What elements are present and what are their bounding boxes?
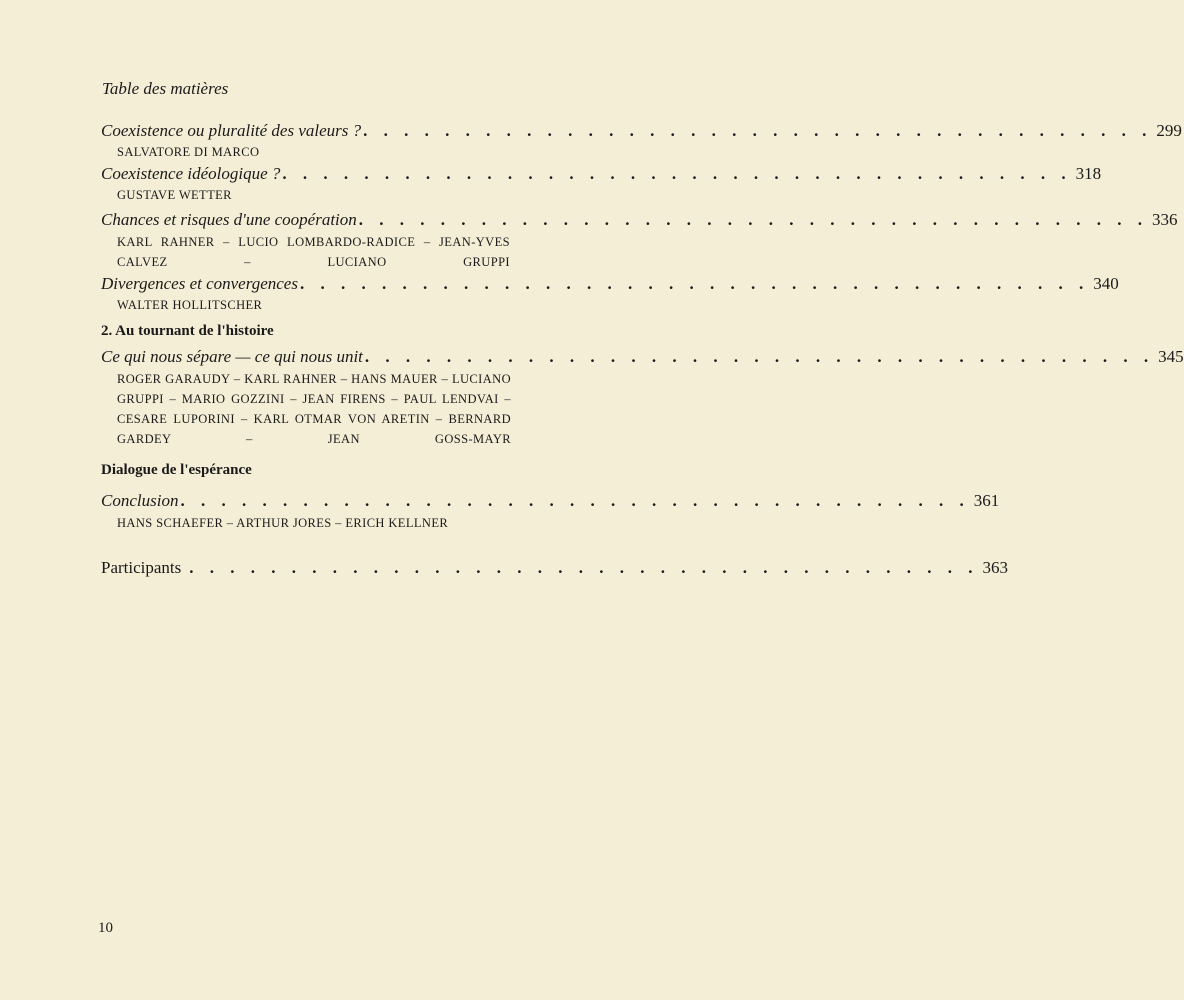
entry-title: Divergences et convergences bbox=[101, 274, 298, 293]
leader-dots: . . . . . . . . . . . . . . . . . . . . . . . . . . . . . . . . . . . . . . . bbox=[180, 491, 970, 510]
entry-title: Chances et risques d'une coopération bbox=[101, 210, 357, 229]
leader-dots: . . . . . . . . . . . . . . . . . . . . . . . . . . . . . . . . . . . . . . . bbox=[358, 210, 1149, 229]
entry-authors: KARL RAHNER – LUCIO LOMBARDO-RADICE – JEAN-YVES CALVEZ – LUCIANO GRUPPI bbox=[117, 235, 510, 269]
participants-label: Participants bbox=[101, 558, 182, 577]
leader-dots: . . . . . . . . . . . . . . . . . . . . . . . . . . . . . . . . . . . . . . . bbox=[364, 347, 1155, 366]
entry-title: Ce qui nous sépare — ce qui nous unit bbox=[101, 347, 363, 366]
section-heading: Dialogue de l'espérance bbox=[101, 462, 252, 478]
entry-authors: SALVATORE DI MARCO bbox=[117, 145, 260, 159]
entry-page-number: 299 bbox=[1156, 121, 1182, 140]
entry-authors: WALTER HOLLITSCHER bbox=[117, 298, 263, 312]
leader-dots: . . . . . . . . . . . . . . . . . . . . . . . . . . . . . . . . . . . . . . . bbox=[299, 274, 1090, 293]
entry-authors: ROGER GARAUDY – KARL RAHNER – HANS MAUER – LUCIANO GRUPPI – MARIO GOZZINI – JEAN FIRENS – PAUL LENDVAI – CESARE LUPORINI – KARL OTMAR VON ARETIN – BERNARD GARDEY – JEAN GOSS-MAYR bbox=[117, 372, 511, 446]
participants-page-number: 363 bbox=[982, 558, 1009, 577]
entry-page-number: 340 bbox=[1093, 274, 1119, 293]
participants-entry[interactable] bbox=[101, 558, 1009, 578]
toc-entry[interactable] bbox=[101, 273, 1119, 295]
toc-entry[interactable] bbox=[101, 490, 1000, 512]
entry-title: Coexistence idéologique ? bbox=[101, 164, 281, 183]
toc-entry[interactable] bbox=[101, 209, 1178, 231]
entry-page-number: 345 bbox=[1158, 347, 1184, 366]
entry-authors: GUSTAVE WETTER bbox=[117, 188, 232, 202]
entry-title: Conclusion bbox=[101, 491, 179, 510]
entry-page-number: 361 bbox=[973, 491, 1000, 510]
toc-entry[interactable] bbox=[101, 163, 1102, 185]
leader-dots: . . . . . . . . . . . . . . . . . . . . . . . . . . . . . . . . . . . . . . . bbox=[363, 121, 1153, 140]
toc-entry[interactable] bbox=[101, 346, 1184, 368]
entry-authors: HANS SCHAEFER – ARTHUR JORES – ERICH KELLNER bbox=[117, 516, 449, 530]
entry-title: Coexistence ou pluralité des valeurs ? bbox=[101, 121, 362, 140]
page-number: 10 bbox=[98, 920, 113, 936]
section-heading: 2. Au tournant de l'histoire bbox=[101, 323, 274, 339]
entry-page-number: 336 bbox=[1152, 210, 1178, 229]
page-title: Table des matières bbox=[102, 79, 229, 98]
entry-page-number: 318 bbox=[1075, 164, 1102, 183]
leader-dots: . . . . . . . . . . . . . . . . . . . . . . . . . . . . . . . . . . . . . . . bbox=[189, 558, 979, 577]
toc-entry[interactable] bbox=[101, 120, 1182, 142]
leader-dots: . . . . . . . . . . . . . . . . . . . . . . . . . . . . . . . . . . . . . . . bbox=[282, 164, 1072, 183]
